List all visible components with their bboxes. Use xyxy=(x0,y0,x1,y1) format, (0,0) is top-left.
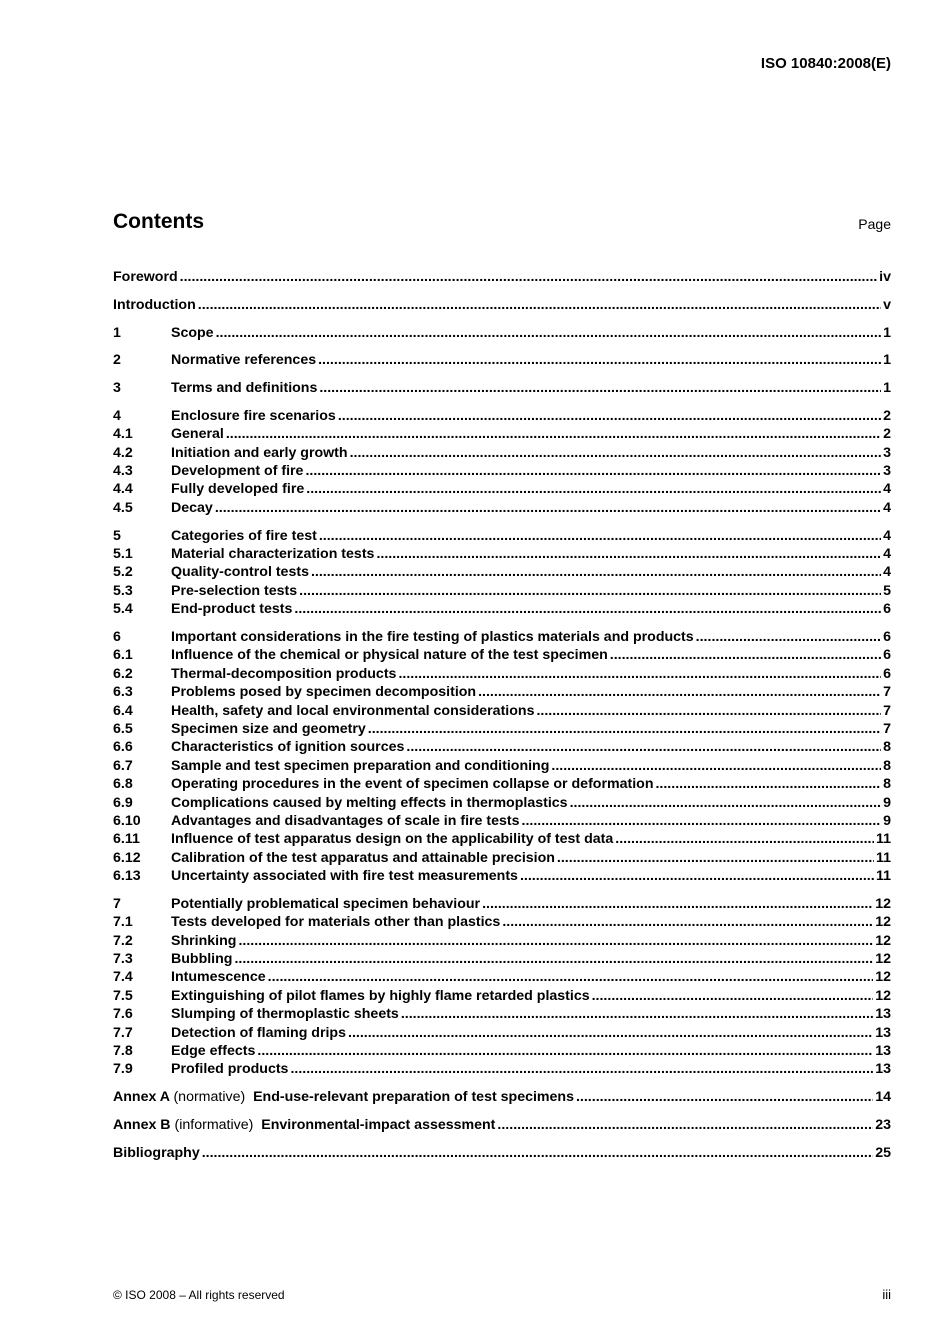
toc-entry-title: Normative references xyxy=(171,352,317,369)
toc-leader-dots xyxy=(610,646,881,664)
toc-entry-page: 4 xyxy=(883,546,891,563)
toc-entry-title: Influence of test apparatus design on the applicability of test data xyxy=(171,831,614,848)
toc-entry-number: 7.3 xyxy=(113,951,133,968)
toc-entry-number: 7 xyxy=(113,895,121,912)
toc-leader-dots xyxy=(238,932,873,950)
toc-entry-title: Advantages and disadvantages of scale in fire tests xyxy=(171,812,520,829)
toc-entry[interactable] xyxy=(113,867,891,885)
toc-entry-page: 13 xyxy=(875,1006,891,1023)
toc-entry-number: 6.2 xyxy=(113,665,133,682)
toc-entry[interactable] xyxy=(113,462,891,480)
toc-entry-title: Scope xyxy=(171,324,214,341)
toc-bibliography-entry[interactable] xyxy=(113,1144,891,1162)
toc-entry-number: 4.5 xyxy=(113,499,133,516)
annex-type: (normative) xyxy=(173,1089,246,1106)
toc-entry-number: 2 xyxy=(113,352,121,369)
annex-type: (informative) xyxy=(174,1116,254,1133)
toc-entry[interactable] xyxy=(113,425,891,443)
toc-entry[interactable] xyxy=(113,296,891,314)
toc-leader-dots xyxy=(348,1024,873,1042)
toc-leader-dots xyxy=(311,563,881,581)
toc-entry-title: Enclosure fire scenarios xyxy=(171,407,336,424)
toc-entry[interactable] xyxy=(113,444,891,462)
toc-entry-title: Sample and test specimen preparation and conditioning xyxy=(171,757,550,774)
toc-leader-dots xyxy=(226,425,881,443)
toc-entry[interactable] xyxy=(113,545,891,563)
toc-leader-dots xyxy=(319,527,881,545)
toc-leader-dots xyxy=(536,702,881,720)
toc-entry-number: 6.5 xyxy=(113,720,133,737)
toc-entry-title: Calibration of the test apparatus and attainable precision xyxy=(171,849,555,866)
toc-annex-title-group xyxy=(113,1088,574,1106)
toc-entry-page: 6 xyxy=(883,601,891,618)
toc-entry-page: 12 xyxy=(875,914,891,931)
toc-leader-dots xyxy=(696,628,881,646)
toc-entry-title: Material characterization tests xyxy=(171,546,375,563)
contents-heading: Contents xyxy=(113,210,204,233)
bibliography-title: Bibliography xyxy=(113,1144,200,1161)
toc-entry-page: 3 xyxy=(883,463,891,480)
toc-entry-page: 12 xyxy=(875,895,891,912)
toc-entry-title: Pre-selection tests xyxy=(171,582,298,599)
toc-entry[interactable] xyxy=(113,499,891,517)
toc-entry-page: 6 xyxy=(883,647,891,664)
toc-leader-dots xyxy=(401,1005,873,1023)
toc-entry-title: Operating procedures in the event of specimen collapse or deformation xyxy=(171,776,654,793)
toc-entry-number: 6.8 xyxy=(113,776,133,793)
toc-leader-dots xyxy=(576,1088,873,1106)
toc-leader-dots xyxy=(615,830,874,848)
toc-entry-title: Shrinking xyxy=(171,932,237,949)
toc-entry-page: 1 xyxy=(883,352,891,369)
toc-entry-title: Influence of the chemical or physical nature of the test specimen xyxy=(171,647,608,664)
toc-entry[interactable] xyxy=(113,849,891,867)
toc-annex-title-group xyxy=(113,1116,495,1134)
toc-entry-page: 12 xyxy=(875,932,891,949)
toc-leader-dots xyxy=(338,407,881,425)
toc-entry-number: 6.6 xyxy=(113,739,133,756)
toc-entry[interactable] xyxy=(113,379,891,397)
toc-entry-page: 14 xyxy=(875,1089,891,1106)
toc-entry-page: 11 xyxy=(876,849,891,866)
toc-entry-title: Extinguishing of pilot flames by highly flame retarded plastics xyxy=(171,987,590,1004)
toc-entry[interactable] xyxy=(113,480,891,498)
toc-entry-title: Foreword xyxy=(113,269,178,285)
annex-title: End-use-relevant preparation of test specimens xyxy=(253,1089,574,1106)
toc-entry-page: 8 xyxy=(883,757,891,774)
page-number: iii xyxy=(882,1287,891,1302)
toc-entry-page: 4 xyxy=(883,499,891,516)
toc-entry-title: Slumping of thermoplastic sheets xyxy=(171,1006,399,1023)
toc-entry[interactable] xyxy=(113,968,891,986)
toc-entry-title: Introduction xyxy=(113,296,196,313)
toc-leader-dots xyxy=(319,379,881,397)
toc-entry-title: Categories of fire test xyxy=(171,527,317,544)
toc-entry-page: 2 xyxy=(883,426,891,443)
toc-entry-page: 13 xyxy=(875,1024,891,1041)
toc-leader-dots xyxy=(592,987,874,1005)
toc-entry-page: 7 xyxy=(883,684,891,701)
toc-entry-title: Intumescence xyxy=(171,969,266,986)
toc-entry[interactable] xyxy=(113,324,891,342)
toc-entry-number: 6.10 xyxy=(113,812,141,829)
toc-entry-page: 13 xyxy=(875,1061,891,1078)
toc-leader-dots xyxy=(497,1116,873,1134)
toc-entry-page: 8 xyxy=(883,739,891,756)
toc-leader-dots xyxy=(376,545,881,563)
toc-leader-dots xyxy=(202,1144,874,1162)
toc-entry[interactable] xyxy=(113,932,891,950)
toc-entry[interactable] xyxy=(113,582,891,600)
toc-entry[interactable] xyxy=(113,738,891,756)
toc-entry-number: 6.12 xyxy=(113,849,141,866)
toc-entry-number: 4.2 xyxy=(113,444,133,461)
toc-entry-number: 5.2 xyxy=(113,564,133,581)
document-id: ISO 10840:2008(E) xyxy=(760,55,891,72)
toc-entry[interactable] xyxy=(113,775,891,793)
toc-entry[interactable] xyxy=(113,563,891,581)
toc-entry-title: Development of fire xyxy=(171,463,304,480)
annex-label: Annex B xyxy=(113,1116,171,1133)
toc-entry-number: 4.3 xyxy=(113,463,133,480)
toc-entry-number: 5.3 xyxy=(113,582,133,599)
toc-entry-page: 5 xyxy=(883,582,891,599)
toc-leader-dots xyxy=(180,268,878,286)
toc-entry[interactable] xyxy=(113,351,891,369)
toc-entry-title: Problems posed by specimen decomposition xyxy=(171,684,477,701)
toc-entry-number: 7.6 xyxy=(113,1006,133,1023)
toc-entry-page: 6 xyxy=(883,665,891,682)
toc-entry[interactable] xyxy=(113,683,891,701)
toc-entry-number: 7.7 xyxy=(113,1024,133,1041)
toc-entry-title: Specimen size and geometry xyxy=(171,720,366,737)
annex-label: Annex A xyxy=(113,1089,170,1106)
toc-entry-page: 11 xyxy=(876,868,891,885)
toc-entry-page: 1 xyxy=(883,380,891,397)
toc-entry-number: 3 xyxy=(113,380,121,397)
annex-title: Environmental-impact assessment xyxy=(261,1116,496,1133)
toc-entry-title: Detection of flaming drips xyxy=(171,1024,346,1041)
toc-entry-number: 7.4 xyxy=(113,969,133,986)
toc-leader-dots xyxy=(482,895,873,913)
toc-leader-dots xyxy=(570,794,882,812)
toc-entry-number: 4 xyxy=(113,407,121,424)
toc-entry-title: End-product tests xyxy=(171,601,293,618)
toc-entry[interactable] xyxy=(113,1005,891,1023)
toc-leader-dots xyxy=(557,849,874,867)
toc-leader-dots xyxy=(520,867,874,885)
toc-entry-title: Potentially problematical specimen behaviour xyxy=(171,895,481,912)
toc-entry-page: 12 xyxy=(875,987,891,1004)
toc-entry-page: 12 xyxy=(875,969,891,986)
toc-entry[interactable] xyxy=(113,407,891,425)
toc-entry-title: Characteristics of ignition sources xyxy=(171,739,405,756)
toc-entry-number: 6.13 xyxy=(113,868,141,885)
toc-entry-page: 11 xyxy=(876,831,891,848)
toc-entry-title: Tests developed for materials other than plastics xyxy=(171,914,501,931)
toc-entry-page: 4 xyxy=(883,527,891,544)
toc-entry-number: 6.3 xyxy=(113,684,133,701)
toc-entry-page: 9 xyxy=(883,812,891,829)
toc-entry-page: 8 xyxy=(883,776,891,793)
toc-entry-title: Terms and definitions xyxy=(171,380,318,397)
toc-entry-title: Uncertainty associated with fire test measurements xyxy=(171,868,518,885)
toc-entry-number: 5 xyxy=(113,527,121,544)
toc-entry[interactable] xyxy=(113,812,891,830)
toc-leader-dots xyxy=(198,296,881,314)
toc-entry-title: Fully developed fire xyxy=(171,481,305,498)
toc-entry-number: 6.9 xyxy=(113,794,133,811)
toc-entry-number: 4.4 xyxy=(113,481,133,498)
toc-leader-dots xyxy=(522,812,882,830)
toc-entry-page: 1 xyxy=(883,324,891,341)
toc-entry-page: 6 xyxy=(883,628,891,645)
table-of-contents xyxy=(113,268,891,1162)
toc-entry-title: Quality-control tests xyxy=(171,564,309,581)
toc-leader-dots xyxy=(398,665,881,683)
toc-entry-number: 7.9 xyxy=(113,1061,133,1078)
toc-leader-dots xyxy=(350,444,882,462)
toc-entry[interactable] xyxy=(113,757,891,775)
toc-leader-dots xyxy=(368,720,881,738)
toc-entry[interactable] xyxy=(113,830,891,848)
toc-entry-number: 6.4 xyxy=(113,702,133,719)
toc-entry[interactable] xyxy=(113,1060,891,1078)
toc-entry-page: v xyxy=(883,296,891,313)
toc-leader-dots xyxy=(215,499,881,517)
toc-leader-dots xyxy=(234,950,873,968)
toc-entry-page: 2 xyxy=(883,407,891,424)
toc-entry-title: Complications caused by melting effects in thermoplastics xyxy=(171,794,568,811)
toc-leader-dots xyxy=(478,683,881,701)
toc-entry-page: 25 xyxy=(875,1144,891,1161)
toc-entry-number: 7.2 xyxy=(113,932,133,949)
toc-annex-entry[interactable] xyxy=(113,1088,891,1106)
page-column-label: Page xyxy=(858,216,891,232)
toc-leader-dots xyxy=(216,324,882,342)
toc-entry[interactable] xyxy=(113,665,891,683)
toc-entry[interactable] xyxy=(113,950,891,968)
toc-entry[interactable] xyxy=(113,794,891,812)
toc-entry-page: 7 xyxy=(883,702,891,719)
toc-entry[interactable] xyxy=(113,646,891,664)
toc-leader-dots xyxy=(299,582,881,600)
toc-entry[interactable] xyxy=(113,720,891,738)
toc-entry[interactable] xyxy=(113,600,891,618)
toc-entry-page: 3 xyxy=(883,444,891,461)
toc-entry-number: 6.11 xyxy=(113,831,140,848)
toc-entry-page: 12 xyxy=(875,951,891,968)
toc-leader-dots xyxy=(305,462,881,480)
toc-annex-entry[interactable] xyxy=(113,1116,891,1134)
toc-leader-dots xyxy=(294,600,881,618)
toc-entry[interactable] xyxy=(113,895,891,913)
toc-entry-number: 7.8 xyxy=(113,1042,133,1059)
toc-entry-title: Important considerations in the fire testing of plastics materials and products xyxy=(171,628,694,645)
toc-entry-number: 6 xyxy=(113,628,121,645)
toc-entry-page: 4 xyxy=(883,564,891,581)
toc-entry-number: 4.1 xyxy=(113,426,133,443)
toc-entry[interactable] xyxy=(113,913,891,931)
toc-entry[interactable] xyxy=(113,268,891,286)
toc-leader-dots xyxy=(318,351,881,369)
toc-entry-title: Edge effects xyxy=(171,1042,256,1059)
toc-leader-dots xyxy=(257,1042,873,1060)
copyright-notice: © ISO 2008 – All rights reserved xyxy=(113,1288,285,1302)
toc-entry[interactable] xyxy=(113,527,891,545)
toc-entry[interactable] xyxy=(113,702,891,720)
toc-leader-dots xyxy=(290,1060,873,1078)
toc-entry-title: Health, safety and local environmental considerations xyxy=(171,702,535,719)
toc-entry-title: General xyxy=(171,426,224,443)
toc-entry-number: 7.1 xyxy=(113,914,133,931)
toc-entry-title: Decay xyxy=(171,499,213,516)
toc-entry-page: 13 xyxy=(875,1042,891,1059)
toc-entry-number: 7.5 xyxy=(113,987,133,1004)
toc-entry-number: 6.7 xyxy=(113,757,133,774)
toc-entry-number: 1 xyxy=(113,324,121,341)
toc-entry[interactable] xyxy=(113,1024,891,1042)
toc-entry[interactable] xyxy=(113,1042,891,1060)
toc-entry-number: 5.1 xyxy=(113,546,133,563)
toc-leader-dots xyxy=(406,738,881,756)
toc-entry-page: 23 xyxy=(875,1116,891,1133)
toc-entry-page: iv xyxy=(879,269,891,285)
toc-leader-dots xyxy=(306,480,881,498)
toc-entry-title: Profiled products xyxy=(171,1061,289,1078)
toc-entry-page: 9 xyxy=(883,794,891,811)
toc-entry-page: 7 xyxy=(883,720,891,737)
toc-entry[interactable] xyxy=(113,628,891,646)
toc-entry-page: 4 xyxy=(883,481,891,498)
toc-entry[interactable] xyxy=(113,987,891,1005)
toc-entry-number: 5.4 xyxy=(113,601,133,618)
toc-leader-dots xyxy=(551,757,881,775)
toc-leader-dots xyxy=(268,968,874,986)
toc-entry-title: Bubbling xyxy=(171,951,233,968)
toc-leader-dots xyxy=(502,913,873,931)
toc-entry-title: Initiation and early growth xyxy=(171,444,348,461)
toc-leader-dots xyxy=(655,775,881,793)
toc-entry-title: Thermal-decomposition products xyxy=(171,665,397,682)
toc-entry-number: 6.1 xyxy=(113,647,133,664)
